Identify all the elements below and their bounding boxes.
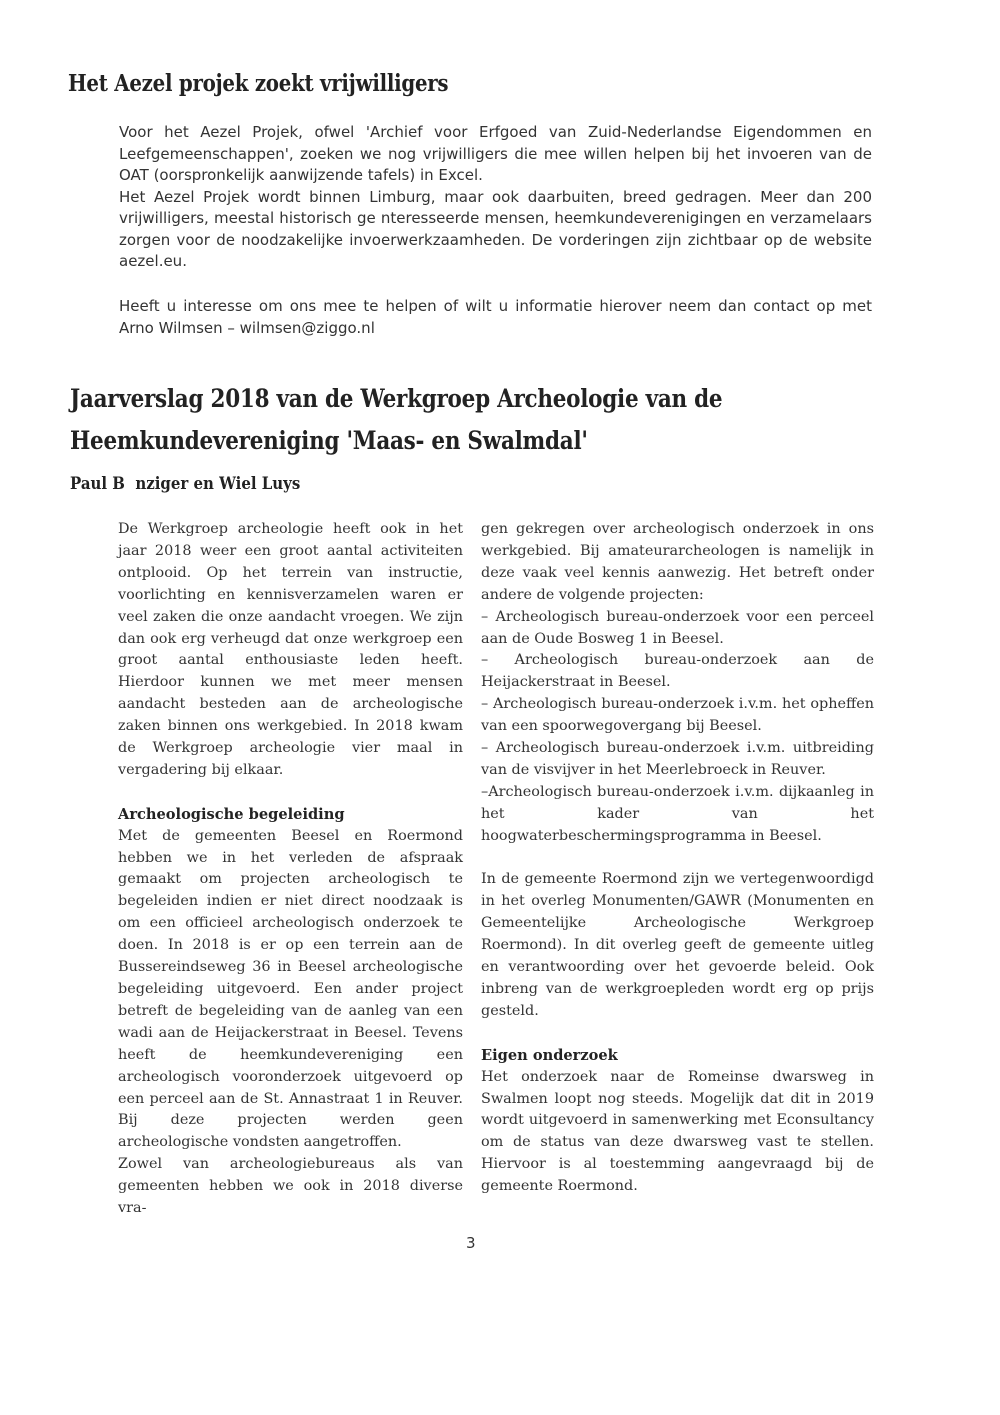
right-column — [481, 519, 874, 1198]
article-title-jaarverslag: Jaarverslag 2018 van de Werkgroep Archeologie van de Heemkundevereniging 'Maas- en Swalmdal' — [70, 384, 723, 455]
article-title-aezel: Het Aezel projek zoekt vrijwilligers — [68, 70, 449, 97]
aezel-paragraph-1b: Het Aezel Projek wordt binnen Limburg, maar ook daarbuiten, breed gedragen. Meer dan 200 vrijwilligers, meestal historisch ge nteresseerde mensen, heemkundeverenigingen en verzamelaars zorgen voor de noodzakelijke invoerwerkzaamheden. De vorderingen zijn zichtbaar op de website aezel.eu. — [119, 187, 872, 270]
aezel-intro-paragraph — [119, 122, 872, 273]
aezel-paragraph-1: Voor het Aezel Projek, ofwel 'Archief voor Erfgoed van Zuid-Nederlandse Eigendommen en Leefgemeenschappen', zoeken we nog vrijwilligers die mee willen helpen bij het invoeren van de OAT (oorspronkelijk aanwijzende tafels) in Excel. — [119, 123, 872, 184]
page-number: 3 — [466, 1234, 476, 1252]
intro-paragraph: De Werkgroep archeologie heeft ook in het jaar 2018 weer een groot aantal activiteiten ontplooid. Op het terrein van instructie, voorlichting en kennisverzamelen waren er veel zaken die onze aandacht vroegen. We zijn dan ook erg verheugd dat onze werkgroep een groot aantal enthousiaste leden heeft. Hierdoor kunnen we met meer mensen aandacht besteden aan de archeologische zaken binnen ons werkgebied. In 2018 kwam de Werkgroep archeologie vier maal in vergadering bij elkaar. — [118, 521, 463, 778]
project-list — [481, 607, 874, 848]
roermond-paragraph: In de gemeente Roermond zijn we vertegenwoordigd in het overleg Monumenten/GAWR (Monumenten en Gemeentelijke Archeologische Werkgroep Roermond). In dit overleg geeft de gemeente uitleg en verantwoording over het gevoerde beleid. Ook inbreng van de werkgroepleden wordt erg op prijs gesteld. — [481, 871, 874, 1019]
project-list-item: – Archeologisch bureau-onderzoek aan de Heijackerstraat in Beesel. — [481, 652, 874, 691]
article-authors: Paul B nziger en Wiel Luys — [70, 474, 301, 494]
aezel-contact-paragraph — [119, 296, 872, 339]
project-list-item: –Archeologisch bureau-onderzoek i.v.m. dijkaanleg in het kader van het hoogwaterbeschermingsprogramma in Beesel. — [481, 783, 874, 844]
section-heading-eigen-onderzoek: Eigen onderzoek — [481, 1046, 618, 1064]
aezel-paragraph-2: Heeft u interesse om ons mee te helpen of wilt u informatie hierover neem dan contact op met Arno Wilmsen – wilmsen@ziggo.nl — [119, 297, 872, 337]
section-heading-begeleiding: Archeologische begeleiding — [118, 805, 345, 823]
begeleiding-paragraph: Met de gemeenten Beesel en Roermond hebben we in het verleden de afspraak gemaakt om projecten archeologisch te begeleiden indien er niet direct noodzaak is om een officieel archeologisch onderzoek te doen. In 2018 is er op een terrein aan de Bussereindseweg 36 in Beesel archeologische begeleiding uitgevoerd. Een ander project betreft de begeleiding van de aanleg van een wadi aan de Heijackerstraat in Beesel. Tevens heeft de heemkundevereniging een archeologisch vooronderzoek uitgevoerd op een perceel aan de St. Annastraat 1 in Reuver. Bij deze projecten werden geen archeologische vondsten aangetroffen. — [118, 827, 463, 1151]
project-list-item: – Archeologisch bureau-onderzoek voor een perceel aan de Oude Bosweg 1 in Beesel. — [481, 608, 874, 647]
requests-paragraph-continuation: gen gekregen over archeologisch onderzoek in ons werkgebied. Bij amateurarcheologen is namelijk in deze vaak veel kennis aanwezig. Het betreft onder andere de volgende projecten: — [481, 521, 874, 603]
requests-paragraph-start: Zowel van archeologiebureaus als van gemeenten hebben we ook in 2018 diverse vra- — [118, 1156, 463, 1217]
project-list-item: – Archeologisch bureau-onderzoek i.v.m. uitbreiding van de visvijver in het Meerlebroeck in Reuver. — [481, 740, 874, 778]
eigen-onderzoek-paragraph: Het onderzoek naar de Romeinse dwarsweg in Swalmen loopt nog steeds. Mogelijk dat dit in 2019 wordt uitgevoerd in samenwerking met Econsultancy om de status van deze dwarsweg vast te stellen. Hiervoor is al toestemming aangevraagd bij de gemeente Roermond. — [481, 1068, 874, 1195]
left-column — [118, 519, 463, 1220]
project-list-item: – Archeologisch bureau-onderzoek i.v.m. het opheffen van een spoorwegovergang bij Beesel. — [481, 696, 874, 735]
